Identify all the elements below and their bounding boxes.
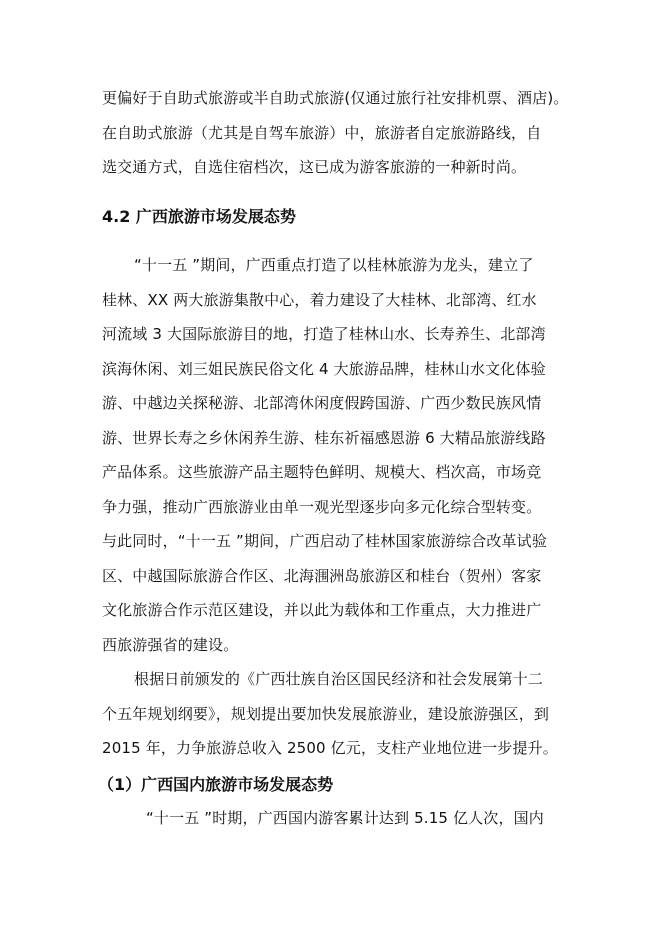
text-line: 河流域 3 大国际旅游目的地，打造了桂林山水、长寿养生、北部湾 — [102, 325, 546, 343]
text-line: 2015 年，力争旅游总收入 2500 亿元，支柱产业地位进一步提升。 — [102, 739, 558, 757]
text-line: 产品体系。这些旅游产品主题特色鲜明、规模大、档次高，市场竞 — [102, 463, 542, 481]
subsection-heading: （1）广西国内旅游市场发展态势 — [98, 775, 334, 794]
text-line: “十一五 ”期间，广西重点打造了以桂林旅游为龙头，建立了 — [134, 256, 534, 274]
section-heading: 4.2 广西旅游市场发展态势 — [102, 207, 296, 226]
text-line: 根据日前颁发的《广西壮族自治区国民经济和社会发展第十二 — [134, 670, 544, 688]
text-line: 个五年规划纲要》，规划提出要加快发展旅游业，建设旅游强区，到 — [102, 705, 550, 723]
text-line: 文化旅游合作示范区建设，并以此为载体和工作重点，大力推进广 — [102, 601, 542, 619]
text-line: 游、世界长寿之乡休闲养生游、桂东祈福感恩游 6 大精品旅游线路 — [102, 429, 546, 447]
text-line: 与此同时，“十一五 ”期间，广西启动了桂林国家旅游综合改革试验 — [102, 532, 547, 550]
text-line: 滨海休闲、刘三姐民族民俗文化 4 大旅游品牌，桂林山水文化体验 — [102, 360, 546, 378]
text-line: 更偏好于自助式旅游或半自助式旅游(仅通过旅行社安排机票、酒店)。 — [102, 89, 569, 107]
text-line: “十一五 ”时期，广西国内游客累计达到 5.15 亿人次，国内 — [146, 809, 544, 827]
text-line: 争力强，推动广西旅游业由单一观光型逐步向多元化综合型转变。 — [102, 498, 542, 516]
text-line: 区、中越国际旅游合作区、北海涠洲岛旅游区和桂台（贺州）客家 — [102, 567, 542, 585]
text-line: 游、中越边关探秘游、北部湾休闲度假跨国游、广西少数民族风情 — [102, 394, 542, 412]
text-line: 在自助式旅游（尤其是自驾车旅游）中，旅游者自定旅游路线，自 — [102, 124, 542, 142]
text-line: 桂林、XX 两大旅游集散中心，着力建设了大桂林、北部湾、红水 — [102, 291, 537, 309]
text-line: 选交通方式，自选住宿档次，这已成为游客旅游的一种新时尚。 — [102, 158, 527, 176]
text-line: 西旅游强省的建设。 — [102, 636, 239, 654]
